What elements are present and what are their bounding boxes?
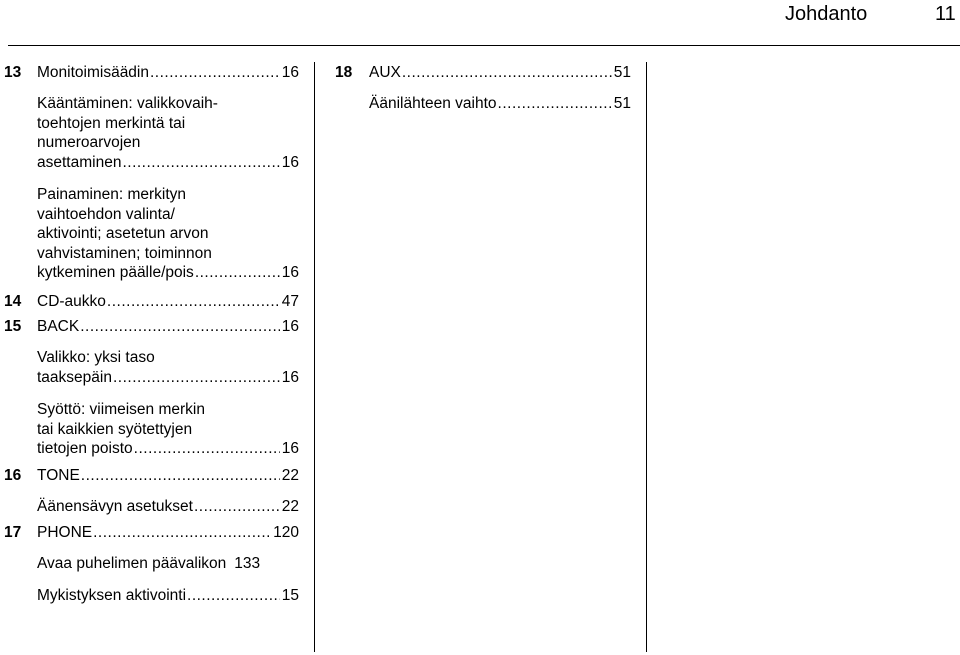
item-number: 14 [4,293,22,310]
entry-page: 133 [234,555,261,572]
leader-dots [498,94,612,114]
entry-page: 16 [281,440,299,457]
entry-page: 51 [613,95,631,112]
index-subentry-kaantaminen [37,94,299,172]
entry-text-line: vahvistaminen; toiminnon [37,244,212,262]
leader-dots [113,368,280,388]
index-entry-aux [369,63,631,83]
entry-page: 16 [281,368,299,386]
entry-text-line: toehtojen merkintä tai [37,114,186,132]
header-rule [8,45,960,46]
index-subentry-aanilahteen-vaihto [369,94,631,114]
index-entry-phone [37,523,299,543]
entry-text-line: Syöttö: viimeisen merkin [37,401,205,418]
leader-dots [402,63,612,83]
item-number: 16 [4,467,22,484]
leader-dots [107,292,280,312]
column-divider-right [646,62,647,652]
leader-dots [150,63,280,83]
item-number: 13 [4,64,22,81]
entry-text-line: vaihtoehdon valinta/ [37,205,175,223]
index-entry-monitoimisaadin [37,63,299,83]
leader-dots [122,153,279,173]
entry-text-line: Painaminen: merkityn [37,186,187,203]
entry-label: taaksepäin [37,368,112,386]
entry-label: AUX [369,64,401,81]
entry-page: 16 [281,64,299,81]
entry-label: asettaminen [37,153,122,171]
entry-text-line: numeroarvojen [37,134,141,151]
item-number: 17 [4,524,22,541]
index-entry-cd-aukko [37,292,299,312]
entry-page: 22 [281,498,299,515]
entry-label: TONE [37,467,80,484]
entry-page: 51 [613,64,631,81]
index-entry-tone [37,466,299,486]
item-number: 15 [4,318,22,335]
entry-page: 22 [281,467,299,484]
entry-label: PHONE [37,524,93,541]
entry-page: 16 [281,153,299,171]
index-subentry-syotto [37,400,299,459]
page-number: 11 [935,3,956,25]
entry-label: kytkeminen päälle/pois [37,264,194,281]
entry-page: 15 [281,587,299,604]
index-entry-back [37,317,299,337]
entry-text-line: Valikko: yksi taso [37,349,155,366]
index-subentry-mykistyksen-aktivointi [37,586,299,606]
entry-page: 16 [281,264,299,281]
section-title: Johdanto [785,3,868,25]
entry-text-line: tai kaikkien syötettyjen [37,420,193,438]
entry-label: Mykistyksen aktivointi [37,587,187,604]
index-subentry-valikko [37,348,299,387]
entry-label: Äänensävyn asetukset [37,498,193,515]
column-divider-left [314,62,315,652]
index-subentry-painaminen [37,185,299,283]
index-subentry-aanensavyn-asetukset [37,497,299,517]
leader-dots [134,439,280,459]
entry-label: Avaa puhelimen päävalikon [37,555,227,572]
entry-text-line: Kääntäminen: valikkovaih- [37,95,218,112]
entry-label: CD-aukko [37,293,106,310]
leader-dots [194,497,280,517]
index-subentry-avaa-puhelimen-paavalikon [37,554,299,574]
entry-label: Äänilähteen vaihto [369,95,497,112]
entry-page: 16 [281,318,299,335]
entry-page: 120 [273,524,299,541]
entry-label: tietojen poisto [37,440,133,457]
item-number: 18 [335,64,353,81]
entry-text-line: aktivointi; asetetun arvon [37,225,209,242]
entry-label: Monitoimisäädin [37,64,149,81]
entry-label: BACK [37,318,80,335]
leader-dots [195,263,280,283]
leader-dots [93,523,271,543]
entry-page: 47 [281,293,299,310]
leader-dots [81,466,280,486]
leader-dots [187,586,280,606]
leader-dots [80,317,280,337]
